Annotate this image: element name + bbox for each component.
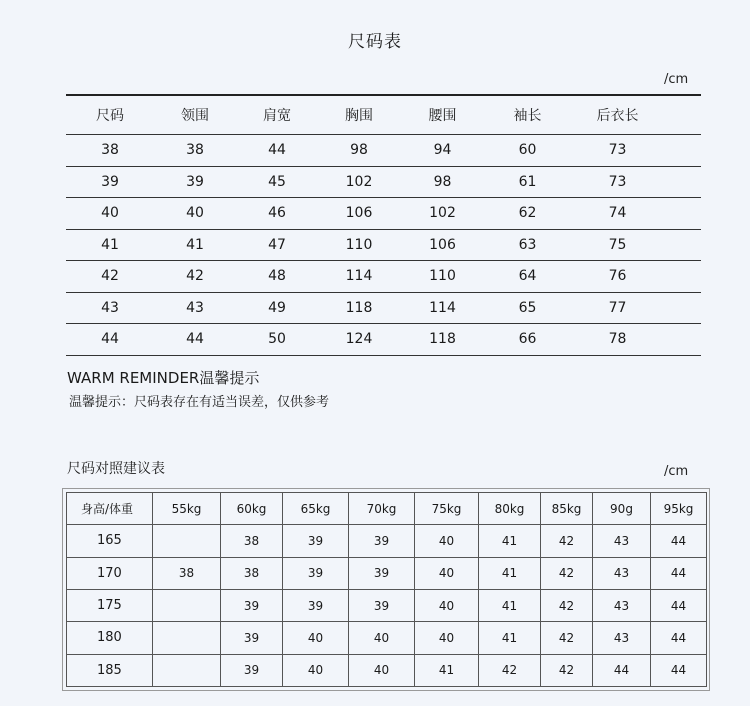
table-cell: 42 bbox=[479, 654, 541, 686]
table-row bbox=[67, 589, 707, 621]
recommend-table bbox=[66, 492, 707, 687]
size-header-cell: 肩宽 bbox=[263, 108, 291, 124]
size-header-cell: 后衣长 bbox=[596, 108, 639, 124]
table-cell: 44 bbox=[593, 654, 651, 686]
recommend-table-frame bbox=[62, 488, 710, 691]
table-cell: 38 bbox=[101, 142, 119, 159]
recommend-header-cell: 90g bbox=[593, 493, 651, 525]
recommend-header-cell: 85kg bbox=[541, 493, 593, 525]
table-cell: 98 bbox=[350, 142, 368, 159]
table-cell: 43 bbox=[593, 622, 651, 654]
table-cell bbox=[153, 525, 221, 557]
table-cell: 46 bbox=[268, 205, 286, 222]
table-cell: 106 bbox=[345, 205, 373, 222]
table-cell: 73 bbox=[608, 142, 627, 159]
table-cell: 44 bbox=[651, 622, 707, 654]
table-cell: 44 bbox=[651, 654, 707, 686]
table-cell bbox=[153, 654, 221, 686]
table-cell: 41 bbox=[101, 236, 119, 253]
recommend-header-cell: 80kg bbox=[479, 493, 541, 525]
table-cell: 39 bbox=[221, 654, 283, 686]
table-cell: 63 bbox=[518, 236, 537, 253]
table-cell: 102 bbox=[429, 205, 456, 222]
table-cell: 62 bbox=[518, 205, 537, 222]
table-row bbox=[66, 167, 701, 199]
table-cell: 40 bbox=[186, 205, 204, 222]
table-cell: 43 bbox=[186, 299, 204, 316]
table-cell: 114 bbox=[429, 299, 456, 316]
table-cell: 40 bbox=[415, 622, 479, 654]
table-cell: 39 bbox=[283, 557, 349, 589]
table-cell: 42 bbox=[541, 654, 593, 686]
table-cell: 77 bbox=[608, 299, 627, 316]
recommend-header-cell: 55kg bbox=[153, 493, 221, 525]
table-cell: 106 bbox=[429, 236, 456, 253]
table-cell: 40 bbox=[415, 589, 479, 621]
table-cell: 42 bbox=[541, 622, 593, 654]
table-cell: 45 bbox=[268, 173, 286, 190]
table-cell: 44 bbox=[186, 331, 204, 348]
table-cell: 180 bbox=[67, 622, 153, 654]
recommend-unit-label: /cm bbox=[664, 464, 689, 479]
table-cell: 39 bbox=[101, 173, 119, 190]
table-cell: 39 bbox=[221, 589, 283, 621]
recommend-header-cell: 95kg bbox=[651, 493, 707, 525]
table-cell: 39 bbox=[186, 173, 204, 190]
table-cell: 64 bbox=[518, 268, 537, 285]
table-row bbox=[66, 324, 701, 356]
table-cell bbox=[153, 589, 221, 621]
table-cell: 39 bbox=[349, 525, 415, 557]
table-cell: 43 bbox=[593, 525, 651, 557]
table-cell: 74 bbox=[608, 205, 627, 222]
table-cell: 60 bbox=[518, 142, 537, 159]
table-cell: 41 bbox=[479, 525, 541, 557]
table-cell: 44 bbox=[268, 142, 286, 159]
reminder-title: WARM REMINDER温馨提示 bbox=[67, 369, 260, 387]
table-cell: 39 bbox=[283, 525, 349, 557]
table-cell: 66 bbox=[518, 331, 537, 348]
table-cell: 38 bbox=[221, 525, 283, 557]
table-cell: 165 bbox=[67, 525, 153, 557]
recommend-header-cell: 身高/体重 bbox=[67, 493, 153, 525]
table-cell: 118 bbox=[345, 299, 373, 316]
table-cell: 42 bbox=[541, 589, 593, 621]
table-cell: 40 bbox=[415, 557, 479, 589]
size-header-cell: 领围 bbox=[181, 108, 209, 124]
table-row bbox=[66, 198, 701, 230]
table-cell: 43 bbox=[101, 299, 119, 316]
page-title: 尺码表 bbox=[348, 32, 402, 52]
table-cell: 110 bbox=[429, 268, 456, 285]
table-cell: 49 bbox=[268, 299, 286, 316]
size-header-cell: 腰围 bbox=[428, 108, 457, 124]
table-cell: 44 bbox=[651, 525, 707, 557]
table-cell: 175 bbox=[67, 589, 153, 621]
size-header-cell: 袖长 bbox=[513, 108, 542, 124]
table-cell: 39 bbox=[283, 589, 349, 621]
table-cell: 39 bbox=[221, 622, 283, 654]
size-header-cell: 尺码 bbox=[96, 108, 124, 124]
table-row bbox=[67, 654, 707, 686]
table-cell: 42 bbox=[541, 525, 593, 557]
table-cell: 38 bbox=[186, 142, 204, 159]
reminder-text: 温馨提示：尺码表存在有适当误差，仅供参考 bbox=[69, 395, 330, 410]
table-cell: 40 bbox=[349, 622, 415, 654]
table-cell: 110 bbox=[345, 236, 373, 253]
table-cell: 50 bbox=[268, 331, 286, 348]
recommend-title: 尺码对照建议表 bbox=[67, 461, 165, 477]
table-cell: 75 bbox=[608, 236, 627, 253]
table-cell: 41 bbox=[479, 622, 541, 654]
table-cell: 78 bbox=[608, 331, 627, 348]
table-cell: 41 bbox=[479, 589, 541, 621]
recommend-header-cell: 65kg bbox=[283, 493, 349, 525]
table-cell: 40 bbox=[101, 205, 119, 222]
size-header-cell: 胸围 bbox=[345, 108, 373, 124]
table-cell: 40 bbox=[415, 525, 479, 557]
recommend-header-cell: 70kg bbox=[349, 493, 415, 525]
table-cell: 41 bbox=[479, 557, 541, 589]
recommend-header-cell: 60kg bbox=[221, 493, 283, 525]
table-row bbox=[67, 525, 707, 557]
table-cell: 185 bbox=[67, 654, 153, 686]
table-cell: 42 bbox=[101, 268, 119, 285]
table-cell: 44 bbox=[651, 557, 707, 589]
size-table-header bbox=[66, 96, 701, 135]
table-cell: 61 bbox=[518, 173, 537, 190]
table-row bbox=[66, 293, 701, 325]
table-cell: 39 bbox=[349, 589, 415, 621]
table-row bbox=[66, 135, 701, 167]
table-cell: 39 bbox=[349, 557, 415, 589]
table-cell: 40 bbox=[283, 622, 349, 654]
table-cell: 41 bbox=[186, 236, 204, 253]
table-cell: 38 bbox=[221, 557, 283, 589]
table-cell: 94 bbox=[433, 142, 452, 159]
recommend-header-cell: 75kg bbox=[415, 493, 479, 525]
table-row bbox=[67, 622, 707, 654]
table-cell: 41 bbox=[415, 654, 479, 686]
table-cell: 42 bbox=[541, 557, 593, 589]
table-cell: 40 bbox=[349, 654, 415, 686]
table-cell: 42 bbox=[186, 268, 204, 285]
table-cell: 40 bbox=[283, 654, 349, 686]
table-cell: 48 bbox=[268, 268, 286, 285]
table-cell: 98 bbox=[433, 173, 452, 190]
table-row bbox=[66, 261, 701, 293]
table-cell: 118 bbox=[429, 331, 456, 348]
table-cell: 170 bbox=[67, 557, 153, 589]
table-cell: 44 bbox=[651, 589, 707, 621]
table-cell: 44 bbox=[101, 331, 119, 348]
table-row bbox=[67, 557, 707, 589]
table-cell: 124 bbox=[345, 331, 373, 348]
table-cell: 47 bbox=[268, 236, 286, 253]
table-cell: 65 bbox=[518, 299, 537, 316]
table-cell: 76 bbox=[608, 268, 627, 285]
table-row bbox=[66, 230, 701, 262]
table-cell: 102 bbox=[345, 173, 373, 190]
unit-label: /cm bbox=[664, 72, 689, 87]
table-cell: 43 bbox=[593, 557, 651, 589]
size-table-body bbox=[66, 135, 701, 356]
table-cell: 114 bbox=[345, 268, 373, 285]
size-table bbox=[66, 94, 701, 356]
table-cell: 43 bbox=[593, 589, 651, 621]
table-cell: 38 bbox=[153, 557, 221, 589]
recommend-header-row bbox=[67, 493, 707, 525]
table-cell bbox=[153, 622, 221, 654]
table-cell: 73 bbox=[608, 173, 627, 190]
